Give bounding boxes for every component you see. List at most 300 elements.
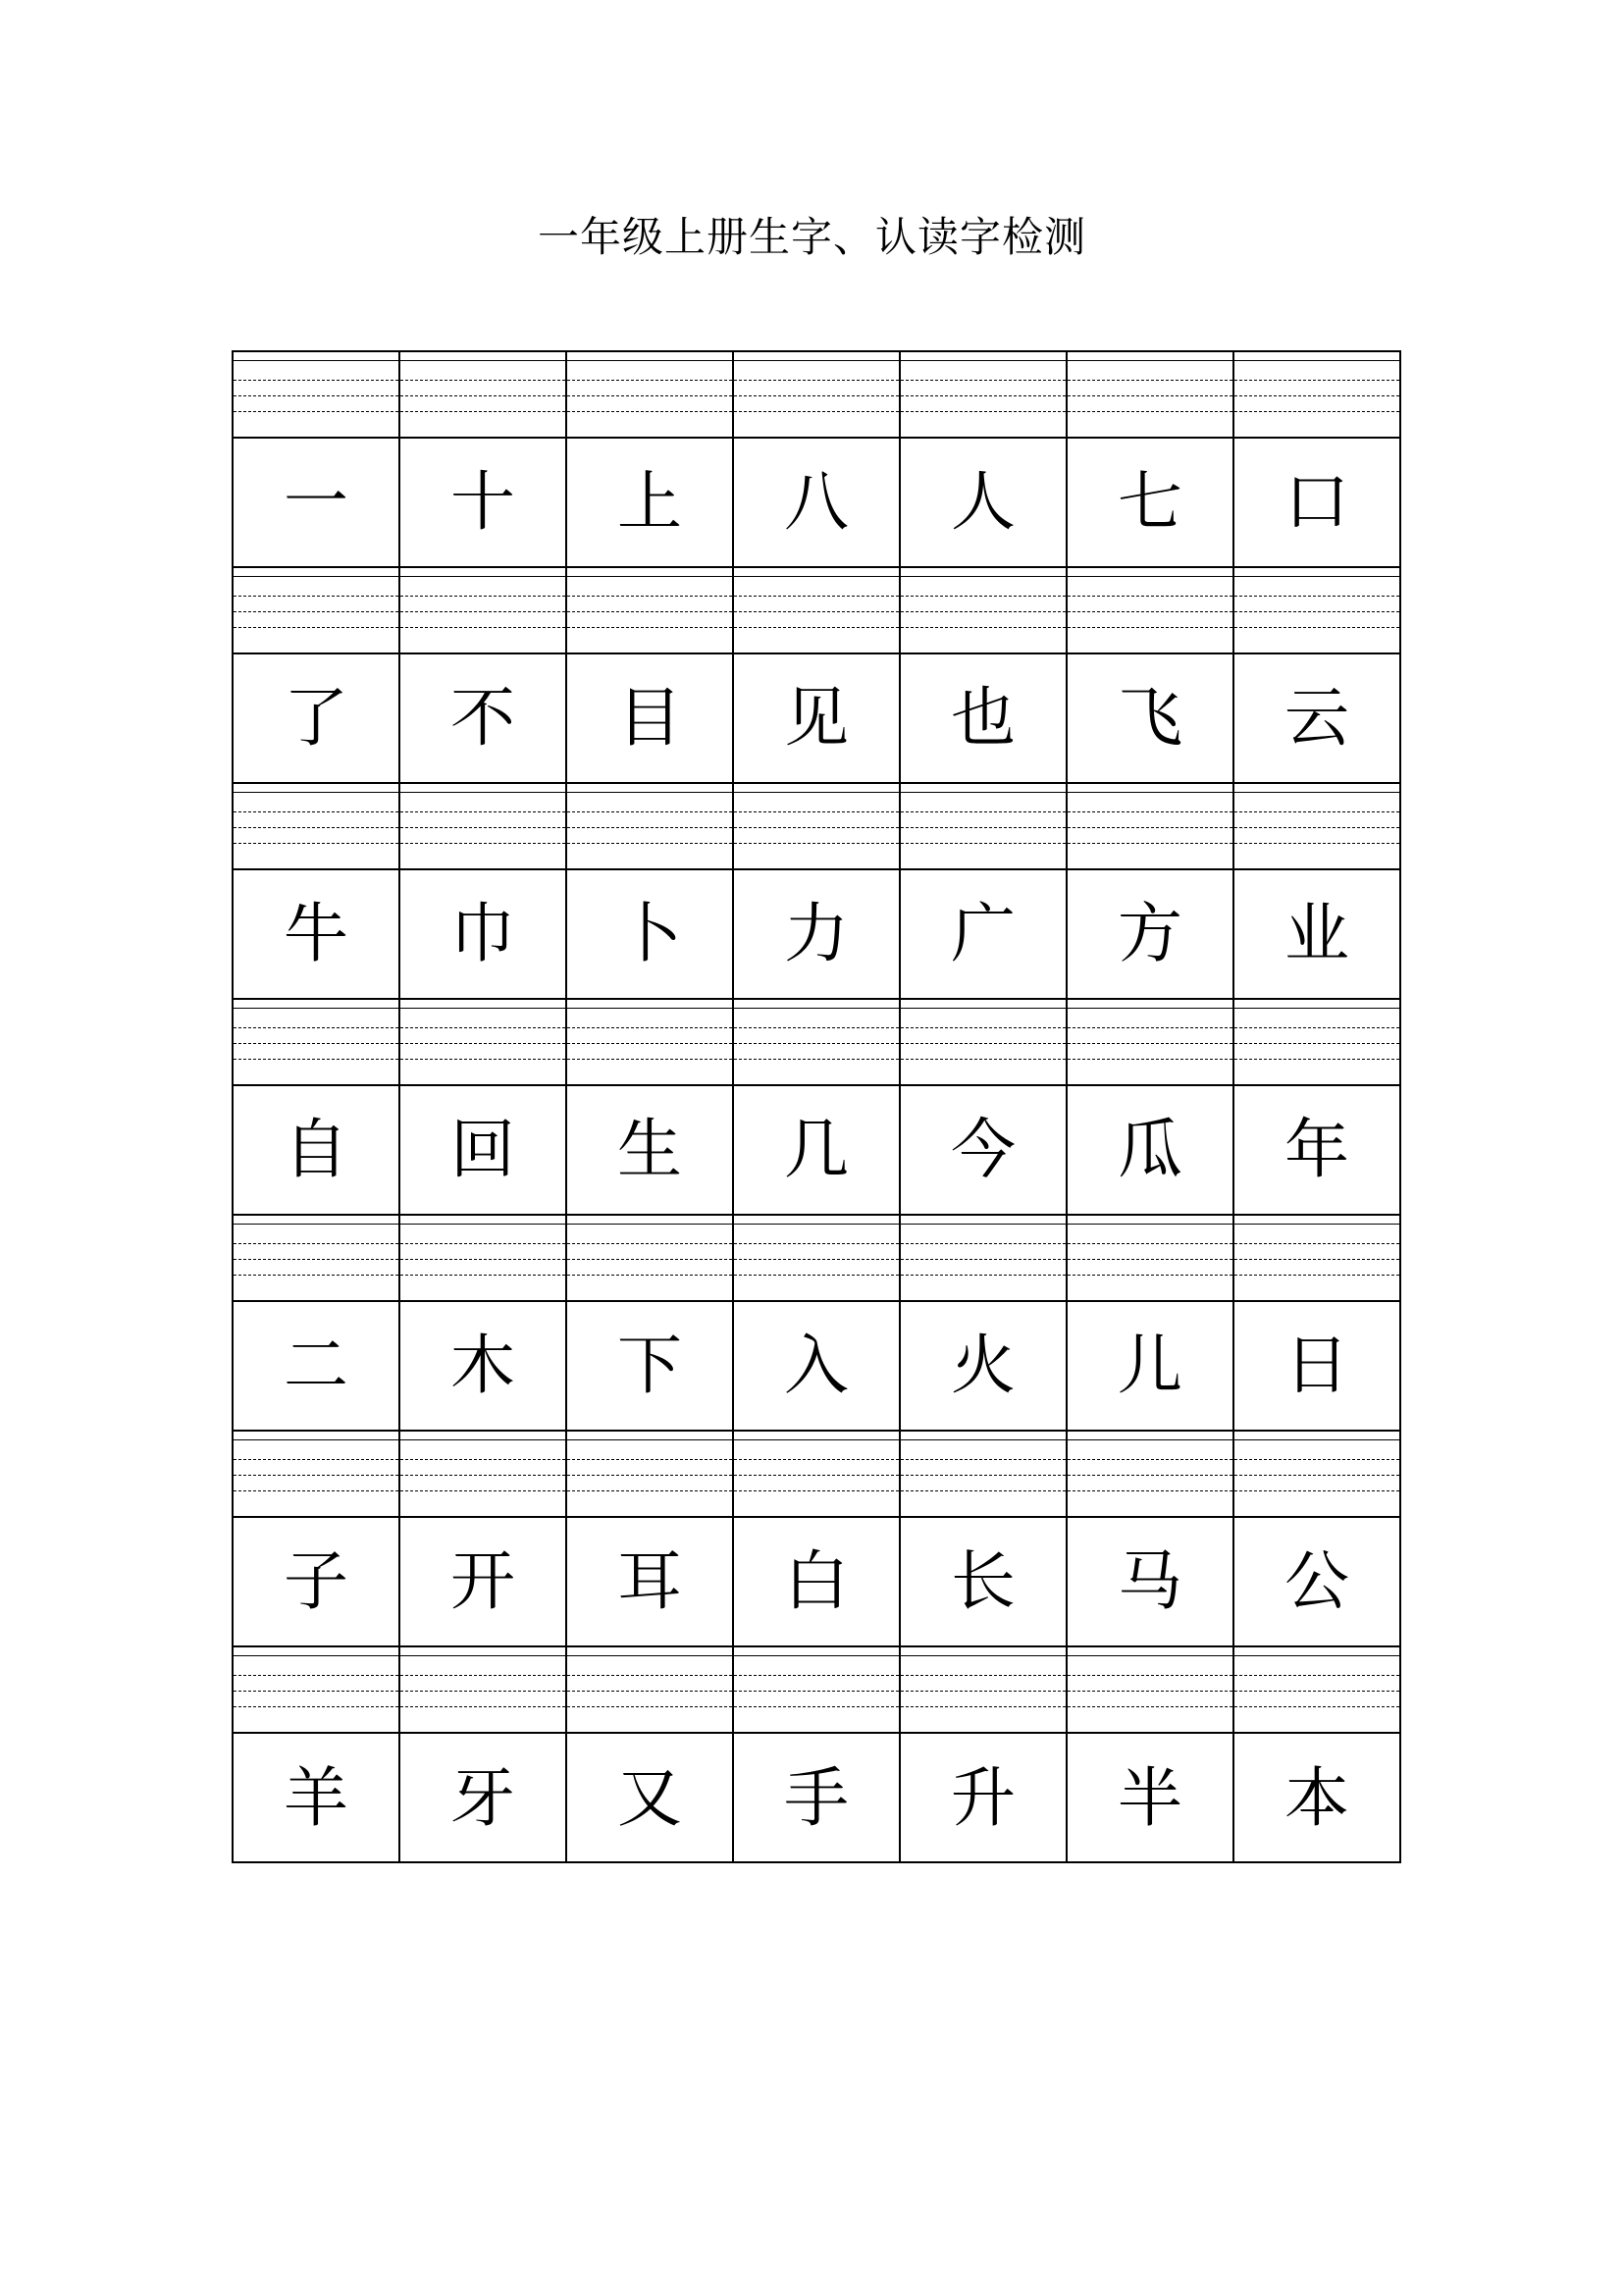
pinyin-guide-line — [1234, 1243, 1399, 1244]
pinyin-writing-box — [1234, 1216, 1399, 1300]
pinyin-guide-line — [400, 1706, 565, 1707]
pinyin-guide-line — [234, 1675, 398, 1676]
pinyin-guide-line — [234, 1706, 398, 1707]
pinyin-guide-line — [734, 1490, 899, 1491]
character-cell: 年 — [1284, 1112, 1349, 1187]
pinyin-guide-line — [1068, 1655, 1232, 1656]
pinyin-writing-box — [400, 1216, 567, 1300]
pinyin-guide-line — [567, 792, 732, 793]
pinyin-writing-box — [1068, 784, 1234, 868]
character-cell: 回 — [400, 1086, 567, 1214]
pinyin-writing-box — [567, 1000, 734, 1084]
pinyin-guide-line — [1068, 1243, 1232, 1244]
character-cell: 火 — [901, 1302, 1068, 1430]
pinyin-guide-line — [400, 1059, 565, 1060]
pinyin-guide-line — [1234, 1259, 1399, 1260]
pinyin-guide-line — [234, 1655, 398, 1656]
pinyin-writing-row — [234, 1000, 1399, 1086]
character-cell: 羊 — [234, 1734, 400, 1863]
pinyin-writing-box — [901, 352, 1068, 437]
character-cell: 十 — [400, 439, 567, 566]
pinyin-guide-line — [901, 811, 1066, 812]
pinyin-guide-line — [1068, 411, 1232, 412]
pinyin-guide-line — [1234, 1706, 1399, 1707]
pinyin-writing-box — [1068, 352, 1234, 437]
character-cell: 见 — [734, 654, 901, 782]
pinyin-writing-box — [234, 1647, 400, 1732]
pinyin-writing-box — [400, 1000, 567, 1084]
pinyin-guide-line — [234, 576, 398, 577]
pinyin-writing-box — [400, 352, 567, 437]
pinyin-guide-line — [1234, 411, 1399, 412]
pinyin-guide-line — [567, 811, 732, 812]
pinyin-guide-line — [234, 1275, 398, 1276]
pinyin-writing-box — [901, 1216, 1068, 1300]
pinyin-guide-line — [1068, 380, 1232, 381]
pinyin-writing-row — [234, 784, 1399, 870]
pinyin-guide-line — [901, 1027, 1066, 1028]
pinyin-guide-line — [234, 411, 398, 412]
pinyin-writing-box — [1068, 1216, 1234, 1300]
pinyin-guide-line — [1234, 1459, 1399, 1460]
pinyin-guide-line — [567, 1059, 732, 1060]
pinyin-guide-line — [1068, 576, 1232, 577]
pinyin-guide-line — [734, 1475, 899, 1476]
pinyin-guide-line — [1234, 380, 1399, 381]
pinyin-guide-line — [1234, 395, 1399, 396]
pinyin-writing-box — [400, 784, 567, 868]
pinyin-writing-box — [567, 568, 734, 652]
pinyin-writing-box — [234, 1432, 400, 1516]
pinyin-guide-line — [734, 1243, 899, 1244]
pinyin-guide-line — [567, 596, 732, 597]
pinyin-guide-line — [1068, 395, 1232, 396]
pinyin-guide-line — [400, 395, 565, 396]
character-cell: 马 — [1068, 1518, 1234, 1645]
character-cell: 方 — [1068, 870, 1234, 998]
pinyin-guide-line — [901, 827, 1066, 828]
pinyin-guide-line — [400, 1275, 565, 1276]
pinyin-guide-line — [901, 1691, 1066, 1692]
pinyin-guide-line — [567, 827, 732, 828]
pinyin-guide-line — [1234, 1224, 1399, 1225]
pinyin-guide-line — [400, 1259, 565, 1260]
character-cell: 下 — [567, 1302, 734, 1430]
pinyin-writing-box — [400, 568, 567, 652]
pinyin-guide-line — [234, 843, 398, 844]
pinyin-guide-line — [1068, 1224, 1232, 1225]
pinyin-writing-box — [567, 784, 734, 868]
pinyin-guide-line — [567, 843, 732, 844]
pinyin-writing-box — [1234, 1000, 1399, 1084]
pinyin-guide-line — [734, 1008, 899, 1009]
pinyin-writing-box — [1234, 784, 1399, 868]
pinyin-guide-line — [234, 1475, 398, 1476]
pinyin-guide-line — [234, 1043, 398, 1044]
pinyin-guide-line — [400, 792, 565, 793]
character-cell: 一 — [234, 439, 400, 566]
character-cell: 子 — [234, 1518, 400, 1645]
pinyin-writing-box — [234, 568, 400, 652]
pinyin-guide-line — [567, 1490, 732, 1491]
pinyin-guide-line — [567, 411, 732, 412]
pinyin-guide-line — [1234, 596, 1399, 597]
pinyin-writing-box — [234, 784, 400, 868]
pinyin-writing-box — [234, 352, 400, 437]
pinyin-guide-line — [901, 1275, 1066, 1276]
pinyin-writing-box — [1068, 568, 1234, 652]
pinyin-guide-line — [734, 1706, 899, 1707]
pinyin-guide-line — [901, 627, 1066, 628]
pinyin-writing-box — [1234, 568, 1399, 652]
row-group — [234, 1647, 1399, 1863]
pinyin-writing-box — [734, 784, 901, 868]
pinyin-guide-line — [234, 1439, 398, 1440]
pinyin-writing-box — [734, 1216, 901, 1300]
pinyin-writing-box — [901, 784, 1068, 868]
pinyin-guide-line — [400, 1675, 565, 1676]
character-cell: 升 — [901, 1734, 1068, 1863]
character-row — [234, 870, 1399, 1000]
pinyin-writing-box — [901, 1647, 1068, 1732]
pinyin-guide-line — [1068, 843, 1232, 844]
pinyin-guide-line — [1068, 1490, 1232, 1491]
pinyin-guide-line — [400, 1475, 565, 1476]
pinyin-guide-line — [734, 792, 899, 793]
character-cell: 也 — [901, 654, 1068, 782]
pinyin-guide-line — [567, 576, 732, 577]
pinyin-guide-line — [567, 1475, 732, 1476]
pinyin-guide-line — [1068, 811, 1232, 812]
pinyin-guide-line — [1234, 576, 1399, 577]
pinyin-guide-line — [400, 1008, 565, 1009]
pinyin-guide-line — [400, 360, 565, 361]
character-cell: 飞 — [1068, 654, 1234, 782]
pinyin-guide-line — [567, 380, 732, 381]
pinyin-writing-box — [734, 352, 901, 437]
pinyin-guide-line — [1068, 360, 1232, 361]
pinyin-guide-line — [1234, 1439, 1399, 1440]
pinyin-writing-box — [734, 1647, 901, 1732]
pinyin-writing-box — [234, 1000, 400, 1084]
pinyin-guide-line — [400, 576, 565, 577]
pinyin-guide-line — [1234, 1059, 1399, 1060]
pinyin-guide-line — [901, 1655, 1066, 1656]
pinyin-guide-line — [901, 1459, 1066, 1460]
pinyin-writing-row — [234, 352, 1399, 439]
pinyin-guide-line — [734, 411, 899, 412]
pinyin-guide-line — [734, 827, 899, 828]
pinyin-guide-line — [234, 596, 398, 597]
character-cell: 八 — [734, 439, 901, 566]
pinyin-guide-line — [901, 1706, 1066, 1707]
pinyin-writing-row — [234, 1647, 1399, 1734]
pinyin-guide-line — [400, 411, 565, 412]
pinyin-guide-line — [734, 360, 899, 361]
pinyin-guide-line — [1234, 1675, 1399, 1676]
pinyin-guide-line — [400, 627, 565, 628]
pinyin-guide-line — [567, 1243, 732, 1244]
pinyin-guide-line — [901, 1259, 1066, 1260]
pinyin-guide-line — [901, 395, 1066, 396]
pinyin-guide-line — [901, 1243, 1066, 1244]
pinyin-guide-line — [734, 1275, 899, 1276]
character-cell: 儿 — [1068, 1302, 1234, 1430]
pinyin-guide-line — [567, 1706, 732, 1707]
pinyin-guide-line — [567, 1259, 732, 1260]
pinyin-guide-line — [567, 1439, 732, 1440]
pinyin-guide-line — [1234, 1027, 1399, 1028]
pinyin-guide-line — [1068, 627, 1232, 628]
character-cell: 瓜 — [1068, 1086, 1234, 1214]
pinyin-guide-line — [234, 1459, 398, 1460]
pinyin-guide-line — [234, 395, 398, 396]
character-cell: 牛 — [234, 870, 400, 998]
character-cell: 人 — [901, 439, 1068, 566]
pinyin-guide-line — [1068, 611, 1232, 612]
pinyin-guide-line — [1234, 627, 1399, 628]
pinyin-writing-box — [400, 1647, 567, 1732]
pinyin-guide-line — [901, 1043, 1066, 1044]
pinyin-guide-line — [901, 1475, 1066, 1476]
character-cell: 二 — [234, 1302, 400, 1430]
pinyin-guide-line — [1234, 827, 1399, 828]
pinyin-guide-line — [1068, 1706, 1232, 1707]
pinyin-writing-box — [734, 1000, 901, 1084]
pinyin-guide-line — [734, 843, 899, 844]
pinyin-guide-line — [234, 792, 398, 793]
pinyin-guide-line — [567, 1655, 732, 1656]
pinyin-guide-line — [1234, 1008, 1399, 1009]
character-cell: 业 — [1284, 896, 1349, 971]
pinyin-guide-line — [1234, 1691, 1399, 1692]
pinyin-writing-row — [234, 1216, 1399, 1302]
character-cell: 开 — [400, 1518, 567, 1645]
pinyin-guide-line — [234, 1008, 398, 1009]
pinyin-guide-line — [400, 1691, 565, 1692]
pinyin-guide-line — [400, 1027, 565, 1028]
character-cell: 卜 — [567, 870, 734, 998]
character-cell: 长 — [901, 1518, 1068, 1645]
pinyin-writing-box — [567, 1432, 734, 1516]
pinyin-guide-line — [734, 1459, 899, 1460]
pinyin-guide-line — [1234, 360, 1399, 361]
pinyin-guide-line — [734, 576, 899, 577]
character-cell: 入 — [734, 1302, 901, 1430]
character-cell: 上 — [567, 439, 734, 566]
pinyin-guide-line — [400, 1224, 565, 1225]
pinyin-guide-line — [567, 1224, 732, 1225]
pinyin-guide-line — [1068, 1059, 1232, 1060]
pinyin-guide-line — [1068, 1027, 1232, 1028]
pinyin-guide-line — [567, 395, 732, 396]
character-cell: 半 — [1068, 1734, 1234, 1863]
character-cell: 七 — [1068, 439, 1234, 566]
character-row — [234, 1302, 1399, 1432]
pinyin-guide-line — [734, 380, 899, 381]
pinyin-guide-line — [1068, 596, 1232, 597]
pinyin-guide-line — [567, 1008, 732, 1009]
character-cell: 自 — [234, 1086, 400, 1214]
character-cell: 手 — [734, 1734, 901, 1863]
pinyin-guide-line — [734, 1224, 899, 1225]
row-group — [234, 568, 1399, 784]
pinyin-guide-line — [1068, 1475, 1232, 1476]
pinyin-writing-box — [734, 1432, 901, 1516]
pinyin-guide-line — [567, 1675, 732, 1676]
pinyin-guide-line — [734, 395, 899, 396]
pinyin-guide-line — [234, 627, 398, 628]
pinyin-guide-line — [901, 1008, 1066, 1009]
pinyin-guide-line — [400, 1243, 565, 1244]
pinyin-writing-box — [901, 1000, 1068, 1084]
pinyin-guide-line — [234, 811, 398, 812]
character-cell: 白 — [734, 1518, 901, 1645]
pinyin-guide-line — [1068, 1459, 1232, 1460]
pinyin-guide-line — [400, 596, 565, 597]
row-group — [234, 352, 1399, 568]
character-cell: 不 — [400, 654, 567, 782]
pinyin-guide-line — [734, 1027, 899, 1028]
character-cell: 今 — [901, 1086, 1068, 1214]
pinyin-guide-line — [400, 1043, 565, 1044]
pinyin-writing-box — [567, 1216, 734, 1300]
pinyin-guide-line — [1234, 1490, 1399, 1491]
pinyin-guide-line — [901, 360, 1066, 361]
pinyin-guide-line — [901, 576, 1066, 577]
pinyin-guide-line — [234, 380, 398, 381]
pinyin-writing-row — [234, 568, 1399, 654]
pinyin-guide-line — [567, 1275, 732, 1276]
pinyin-guide-line — [234, 1691, 398, 1692]
character-cell: 几 — [734, 1086, 901, 1214]
pinyin-guide-line — [1068, 792, 1232, 793]
pinyin-guide-line — [400, 1490, 565, 1491]
pinyin-guide-line — [1068, 1275, 1232, 1276]
pinyin-writing-box — [901, 568, 1068, 652]
pinyin-guide-line — [567, 1691, 732, 1692]
pinyin-guide-line — [400, 1439, 565, 1440]
pinyin-guide-line — [734, 1675, 899, 1676]
pinyin-guide-line — [901, 792, 1066, 793]
pinyin-guide-line — [234, 827, 398, 828]
character-row — [234, 1734, 1399, 1863]
pinyin-guide-line — [901, 843, 1066, 844]
pinyin-guide-line — [1234, 1475, 1399, 1476]
pinyin-guide-line — [567, 611, 732, 612]
pinyin-guide-line — [734, 811, 899, 812]
pinyin-guide-line — [901, 411, 1066, 412]
pinyin-guide-line — [734, 1059, 899, 1060]
pinyin-guide-line — [901, 1490, 1066, 1491]
character-cell: 广 — [901, 870, 1068, 998]
pinyin-guide-line — [234, 1224, 398, 1225]
pinyin-writing-box — [1068, 1647, 1234, 1732]
pinyin-writing-box — [234, 1216, 400, 1300]
pinyin-guide-line — [567, 1459, 732, 1460]
pinyin-guide-line — [567, 1027, 732, 1028]
pinyin-writing-box — [1234, 1647, 1399, 1732]
row-group — [234, 1432, 1399, 1647]
pinyin-writing-box — [1234, 352, 1399, 437]
pinyin-writing-box — [567, 1647, 734, 1732]
pinyin-guide-line — [1234, 811, 1399, 812]
pinyin-writing-box — [1068, 1432, 1234, 1516]
pinyin-guide-line — [1068, 1259, 1232, 1260]
pinyin-guide-line — [234, 611, 398, 612]
character-cell: 力 — [734, 870, 901, 998]
pinyin-writing-box — [901, 1432, 1068, 1516]
pinyin-guide-line — [901, 1439, 1066, 1440]
pinyin-guide-line — [901, 1059, 1066, 1060]
pinyin-guide-line — [400, 1459, 565, 1460]
pinyin-guide-line — [1234, 611, 1399, 612]
character-cell: 生 — [567, 1086, 734, 1214]
pinyin-guide-line — [234, 1243, 398, 1244]
pinyin-guide-line — [234, 1259, 398, 1260]
character-cell: 口 — [1284, 464, 1349, 540]
character-cell: 巾 — [400, 870, 567, 998]
pinyin-guide-line — [734, 1691, 899, 1692]
pinyin-guide-line — [567, 627, 732, 628]
pinyin-guide-line — [234, 360, 398, 361]
pinyin-guide-line — [567, 1043, 732, 1044]
pinyin-guide-line — [1234, 1043, 1399, 1044]
pinyin-guide-line — [901, 611, 1066, 612]
pinyin-guide-line — [1068, 827, 1232, 828]
pinyin-guide-line — [400, 611, 565, 612]
pinyin-guide-line — [400, 1655, 565, 1656]
pinyin-guide-line — [901, 1224, 1066, 1225]
pinyin-guide-line — [400, 843, 565, 844]
pinyin-guide-line — [901, 1675, 1066, 1676]
character-row — [234, 439, 1399, 568]
pinyin-guide-line — [734, 1439, 899, 1440]
row-group — [234, 1216, 1399, 1432]
pinyin-guide-line — [734, 596, 899, 597]
pinyin-guide-line — [734, 1043, 899, 1044]
pinyin-guide-line — [734, 1655, 899, 1656]
character-row — [234, 1086, 1399, 1216]
pinyin-guide-line — [1068, 1439, 1232, 1440]
pinyin-guide-line — [400, 380, 565, 381]
character-cell: 木 — [400, 1302, 567, 1430]
pinyin-guide-line — [734, 611, 899, 612]
character-cell: 日 — [1284, 1328, 1349, 1403]
row-group — [234, 784, 1399, 1000]
pinyin-writing-box — [567, 352, 734, 437]
character-cell: 又 — [567, 1734, 734, 1863]
pinyin-guide-line — [400, 811, 565, 812]
pinyin-guide-line — [234, 1490, 398, 1491]
pinyin-guide-line — [400, 827, 565, 828]
pinyin-guide-line — [1234, 792, 1399, 793]
pinyin-writing-box — [400, 1432, 567, 1516]
pinyin-guide-line — [1234, 1655, 1399, 1656]
pinyin-guide-line — [234, 1027, 398, 1028]
worksheet-grid — [232, 350, 1401, 1863]
character-row — [234, 1518, 1399, 1647]
pinyin-guide-line — [1068, 1675, 1232, 1676]
pinyin-guide-line — [1068, 1691, 1232, 1692]
character-row — [234, 654, 1399, 784]
pinyin-guide-line — [734, 1259, 899, 1260]
pinyin-guide-line — [1068, 1008, 1232, 1009]
row-group — [234, 1000, 1399, 1216]
character-cell: 云 — [1284, 680, 1349, 756]
pinyin-writing-box — [1234, 1432, 1399, 1516]
character-cell: 目 — [567, 654, 734, 782]
